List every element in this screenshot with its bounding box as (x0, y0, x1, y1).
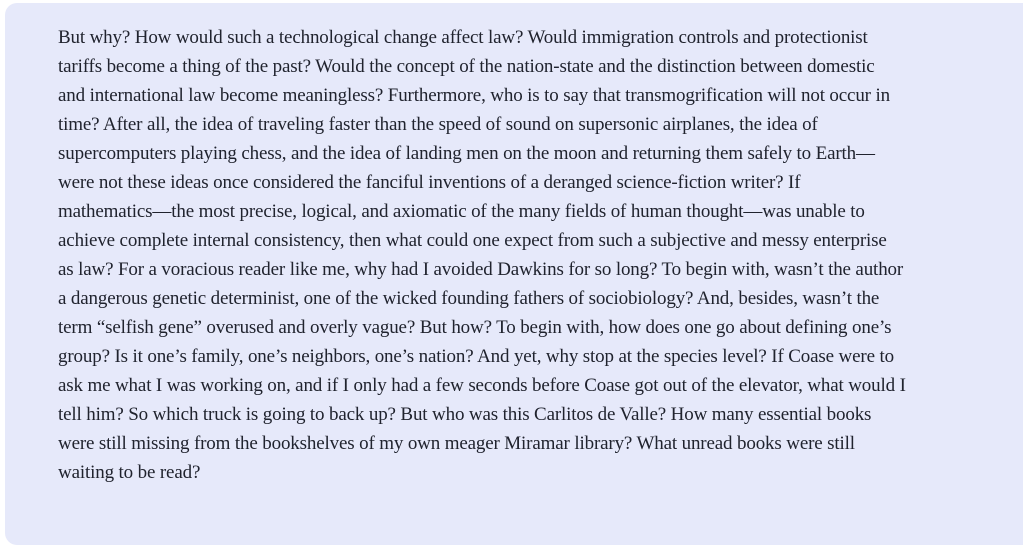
text-line: tell him? So which truck is going to back up? But who was this Carlitos de Valle? How many essential books (58, 404, 872, 425)
text-line: a dangerous genetic determinist, one of the wicked founding fathers of sociobiology? And, besides, wasn’t the (58, 288, 880, 309)
text-line: achieve complete internal consistency, then what could one expect from such a subjective and messy enterprise (58, 230, 887, 251)
text-line: were not these ideas once considered the fanciful inventions of a deranged science-fiction writer? If (58, 172, 801, 193)
text-line: But why? How would such a technological change affect law? Would immigration controls and protectionist (58, 27, 868, 48)
text-line: as law? For a voracious reader like me, why had I avoided Dawkins for so long? To begin with, wasn’t the author (58, 259, 904, 280)
text-line: ask me what I was working on, and if I only had a few seconds before Coase got out of the elevator, what would I (58, 375, 906, 396)
reader-page (5, 3, 1023, 545)
text-line: mathematics—the most precise, logical, and axiomatic of the many fields of human thought—was unable to (58, 201, 865, 222)
text-line: and international law become meaningless? Furthermore, who is to say that transmogrification will not occur in (58, 85, 890, 106)
text-line: were still missing from the bookshelves of my own meager Miramar library? What unread books were still (58, 433, 855, 454)
text-line: group? Is it one’s family, one’s neighbors, one’s nation? And yet, why stop at the species level? If Coase were to (58, 346, 894, 367)
text-line: supercomputers playing chess, and the idea of landing men on the moon and returning them safely to Earth— (58, 143, 875, 164)
text-line: tariffs become a thing of the past? Would the concept of the nation-state and the distinction between domestic (58, 56, 875, 77)
text-line: term “selfish gene” overused and overly vague? But how? To begin with, how does one go about defining one’s (58, 317, 892, 338)
text-line: time? After all, the idea of traveling faster than the speed of sound on supersonic airplanes, the idea of (58, 114, 818, 135)
body-paragraph (58, 23, 995, 487)
text-line: waiting to be read? (58, 462, 201, 483)
